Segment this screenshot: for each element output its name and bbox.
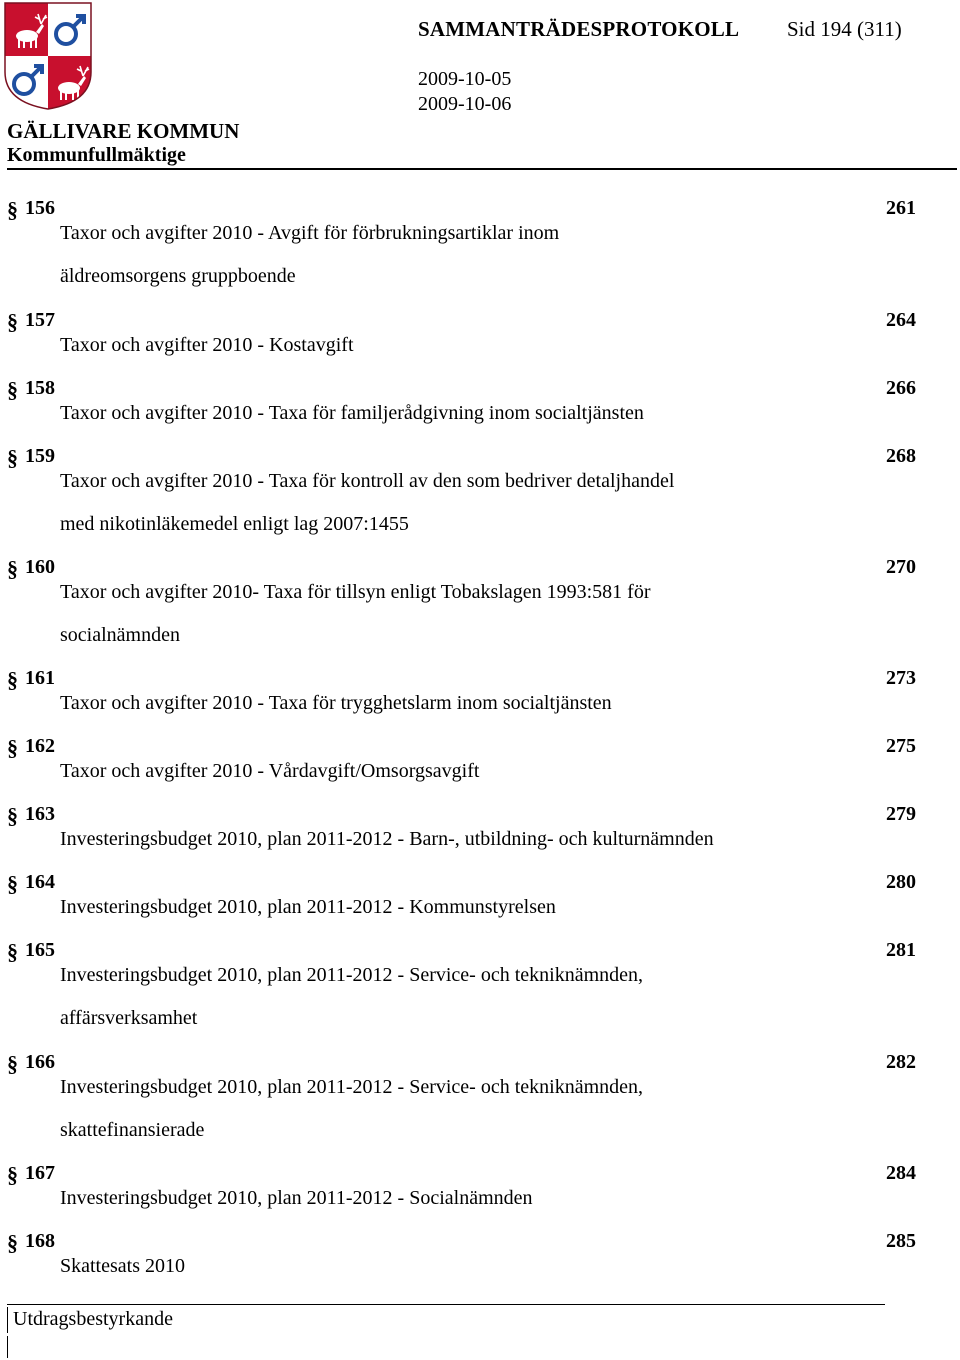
section-symbol: § — [7, 309, 18, 334]
section-title-line: Taxor och avgifter 2010 - Taxa för trygghetslarm inom socialtjänsten — [60, 692, 612, 714]
section-symbol: § — [7, 1230, 18, 1255]
section-page-number: 268 — [886, 445, 916, 467]
section-page-number: 264 — [886, 309, 916, 331]
section-title-line: med nikotinläkemedel enligt lag 2007:1455 — [60, 513, 409, 535]
section-symbol: § — [7, 197, 18, 222]
section-page-number: 273 — [886, 667, 916, 689]
meeting-date-1: 2009-10-05 — [418, 68, 512, 90]
section-symbol: § — [7, 871, 18, 896]
section-title-line: Taxor och avgifter 2010 - Vårdavgift/Omsorgsavgift — [60, 760, 480, 782]
section-title-line: Taxor och avgifter 2010 - Taxa för familjerådgivning inom socialtjänsten — [60, 402, 644, 424]
footer-box-edge — [7, 1336, 8, 1358]
section-page-number: 285 — [886, 1230, 916, 1252]
section-page-number: 270 — [886, 556, 916, 578]
section-symbol: § — [7, 735, 18, 760]
coat-of-arms-logo — [4, 2, 92, 110]
section-title-line: äldreomsorgens gruppboende — [60, 265, 296, 287]
section-title-line: Investeringsbudget 2010, plan 2011-2012 - Kommunstyrelsen — [60, 896, 556, 918]
section-symbol: § — [7, 1051, 18, 1076]
section-symbol: § — [7, 803, 18, 828]
section-title-line: socialnämnden — [60, 624, 180, 646]
section-number: 161 — [25, 667, 55, 689]
section-title-line: Investeringsbudget 2010, plan 2011-2012 - Service- och tekniknämnden, — [60, 1076, 644, 1098]
section-number: 167 — [25, 1162, 55, 1184]
section-page-number: 261 — [886, 197, 916, 219]
section-page-number: 279 — [886, 803, 916, 825]
assembly-name: Kommunfullmäktige — [7, 144, 186, 166]
section-number: 156 — [25, 197, 55, 219]
section-number: 166 — [25, 1051, 55, 1073]
footer-divider — [7, 1304, 885, 1305]
certification-label: Utdragsbestyrkande — [13, 1308, 173, 1330]
section-title-line: Taxor och avgifter 2010 - Kostavgift — [60, 334, 354, 356]
section-title-line: Taxor och avgifter 2010- Taxa för tillsyn enligt Tobakslagen 1993:581 för — [60, 581, 651, 603]
header-divider — [7, 168, 957, 170]
municipality-name: GÄLLIVARE KOMMUN — [7, 119, 240, 143]
meeting-date-2: 2009-10-06 — [418, 93, 512, 115]
page-number: Sid 194 (311) — [787, 17, 902, 41]
section-number: 163 — [25, 803, 55, 825]
section-page-number: 284 — [886, 1162, 916, 1184]
section-number: 164 — [25, 871, 55, 893]
section-title-line: skattefinansierade — [60, 1119, 205, 1141]
section-symbol: § — [7, 1162, 18, 1187]
section-number: 165 — [25, 939, 55, 961]
section-title-line: Taxor och avgifter 2010 - Taxa för kontroll av den som bedriver detaljhandel — [60, 470, 675, 492]
footer-box-edge — [7, 1307, 8, 1333]
section-page-number: 281 — [886, 939, 916, 961]
section-title-line: affärsverksamhet — [60, 1007, 198, 1029]
section-number: 158 — [25, 377, 55, 399]
section-page-number: 280 — [886, 871, 916, 893]
section-symbol: § — [7, 377, 18, 402]
section-title-line: Taxor och avgifter 2010 - Avgift för förbrukningsartiklar inom — [60, 222, 560, 244]
section-title-line: Investeringsbudget 2010, plan 2011-2012 - Barn-, utbildning- och kulturnämnden — [60, 828, 714, 850]
protocol-title: SAMMANTRÄDESPROTOKOLL — [418, 17, 740, 41]
section-symbol: § — [7, 556, 18, 581]
section-title-line: Investeringsbudget 2010, plan 2011-2012 - Socialnämnden — [60, 1187, 533, 1209]
section-symbol: § — [7, 667, 18, 692]
section-number: 162 — [25, 735, 55, 757]
section-page-number: 266 — [886, 377, 916, 399]
section-title-line: Skattesats 2010 — [60, 1255, 185, 1277]
section-number: 159 — [25, 445, 55, 467]
section-page-number: 275 — [886, 735, 916, 757]
section-symbol: § — [7, 445, 18, 470]
section-symbol: § — [7, 939, 18, 964]
section-number: 168 — [25, 1230, 55, 1252]
section-number: 157 — [25, 309, 55, 331]
section-title-line: Investeringsbudget 2010, plan 2011-2012 - Service- och tekniknämnden, — [60, 964, 644, 986]
section-page-number: 282 — [886, 1051, 916, 1073]
section-number: 160 — [25, 556, 55, 578]
